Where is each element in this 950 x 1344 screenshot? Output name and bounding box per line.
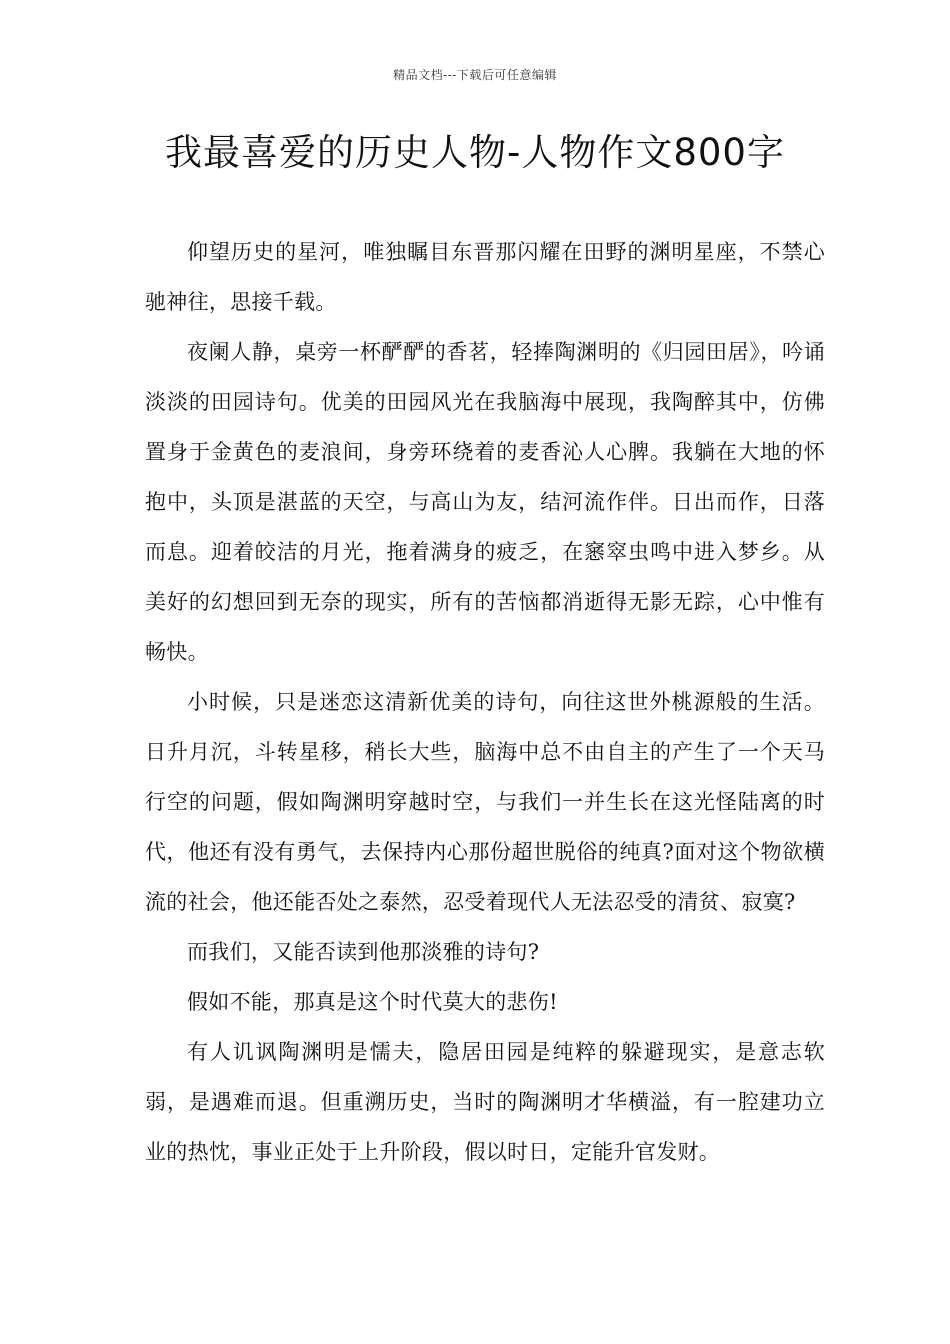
paragraph: 而我们，又能否读到他那淡雅的诗句? [187, 940, 540, 964]
paragraph: 夜阑人静，桌旁一杯酽酽的香茗，轻捧陶渊明的《归园田居》，吟诵淡淡的田园诗句。优美的田园风光在我脑海中展现，我陶醉其中，仿佛置身于金黄色的麦浪间，身旁环绕着的麦香沁人心脾。我躺在大地的怀抱中，头顶是湛蓝的天空，与高山为友，结河流作伴。日出而作，日落而息。迎着皎洁的月光，拖着满身的疲乏，在窸窣虫鸣中进入梦乡。从美好的幻想回到无奈的现实，所有的苦恼都消逝得无影无踪，心中惟有畅快。 [145, 340, 825, 664]
paragraph: 小时候，只是迷恋这清新优美的诗句，向往这世外桃源般的生活。日升月沉，斗转星移，稍长大些，脑海中总不由自主的产生了一个天马行空的问题，假如陶渊明穿越时空，与我们一并生长在这光怪陆离的时代，他还有没有勇气，去保持内心那份超世脱俗的纯真?面对这个物欲横流的社会，他还能否处之泰然，忍受着现代人无法忍受的清贫、寂寞? [145, 690, 825, 914]
document-title: 我最喜爱的历史人物-人物作文800字 [165, 131, 785, 174]
paragraph: 仰望历史的星河，唯独瞩目东晋那闪耀在田野的渊明星座，不禁心驰神往，思接千载。 [145, 240, 825, 314]
paragraph: 假如不能，那真是这个时代莫大的悲伤! [187, 990, 558, 1014]
paragraph: 有人讥讽陶渊明是懦夫，隐居田园是纯粹的躲避现实，是意志软弱，是遇难而退。但重溯历史，当时的陶渊明才华横溢，有一腔建功立业的热忱，事业正处于上升阶段，假以时日，定能升官发财。 [145, 1040, 825, 1164]
header-note: 精品文档---下载后可任意编辑 [393, 68, 557, 82]
document-body [145, 227, 825, 1177]
